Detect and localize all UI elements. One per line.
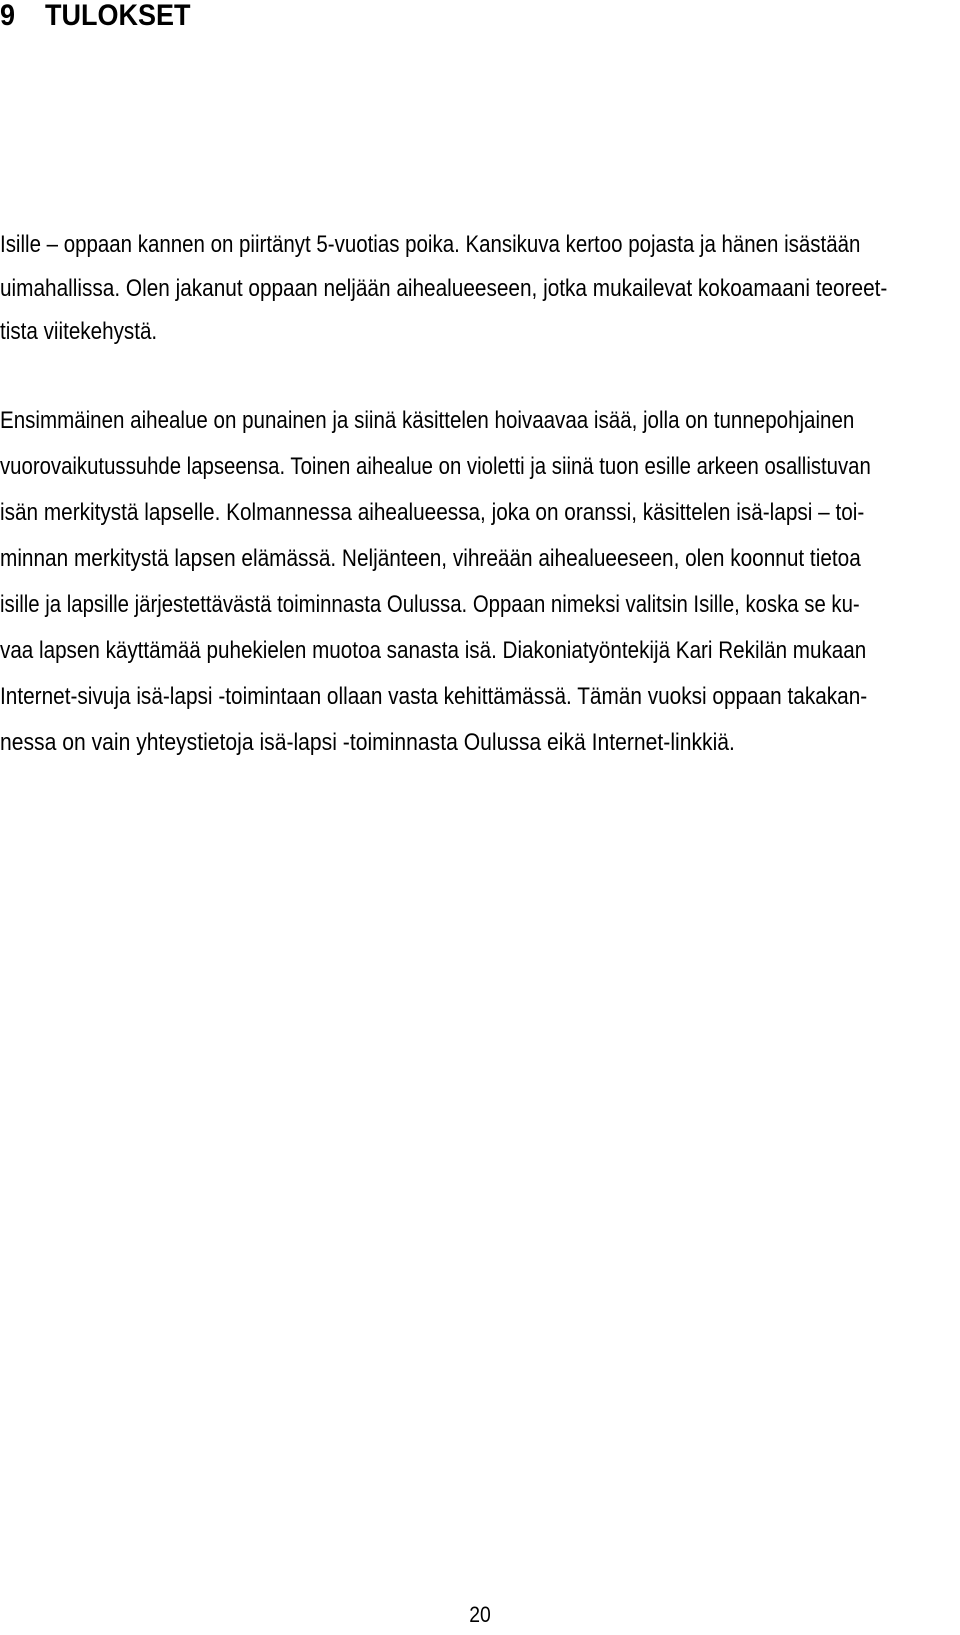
text-line: Internet-sivuja isä-lapsi -toimintaan ollaan vasta kehittämässä. Tämän vuoksi oppaan takakan- [0,683,868,710]
page-number: 20 [469,1602,491,1627]
text-line: tista viitekehystä. [0,318,158,345]
text-line: vuorovaikutussuhde lapseensa. Toinen aihealue on violetti ja siinä tuon esille arkeen osallistuvan [0,453,871,480]
chapter-title: TULOKSET [45,0,191,32]
text-line: Isille – oppaan kannen on piirtänyt 5-vuotias poika. Kansikuva kertoo pojasta ja hänen isästään [0,231,861,258]
text-line: isille ja lapsille järjestettävästä toiminnasta Oulussa. Oppaan nimeksi valitsin Isille, koska se ku- [0,591,860,618]
text-line: Ensimmäinen aihealue on punainen ja siinä käsittelen hoivaavaa isää, jolla on tunnepohjainen [0,407,855,434]
text-line: isän merkitystä lapselle. Kolmannessa aihealueessa, joka on oranssi, käsittelen isä-lapsi – toi- [0,499,865,526]
chapter-heading [0,0,191,32]
chapter-number: 9 [0,0,16,32]
text-line: uimahallissa. Olen jakanut oppaan neljään aihealueeseen, jotka mukailevat kokoamaani teoreet- [0,275,888,302]
text-line: nessa on vain yhteystietoja isä-lapsi -toiminnasta Oulussa eikä Internet-linkkiä. [0,729,735,756]
text-line: vaa lapsen käyttämää puhekielen muotoa sanasta isä. Diakoniatyöntekijä Kari Rekilän mukaan [0,637,867,664]
text-line: minnan merkitystä lapsen elämässä. Neljänteen, vihreään aihealueeseen, olen koonnut tietoa [0,545,861,572]
